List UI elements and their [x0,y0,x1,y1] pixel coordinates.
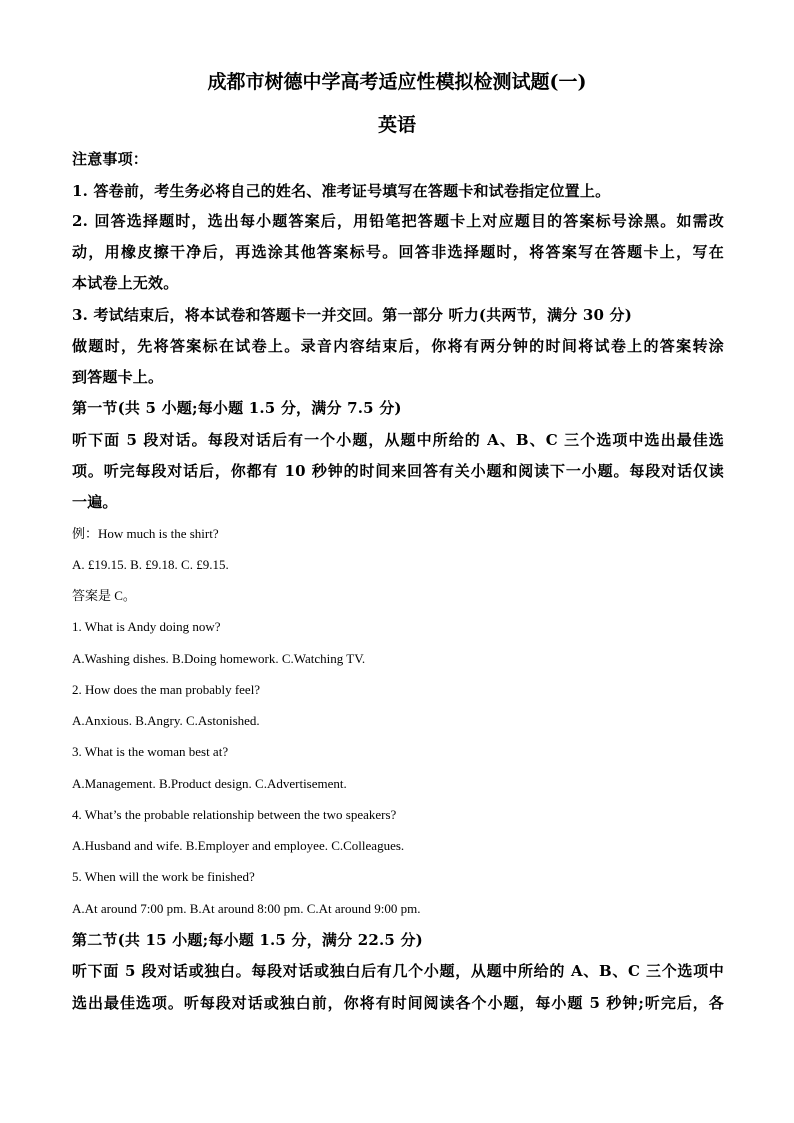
example-options: A. £19.15. B. £9.18. C. £9.15. [72,557,229,572]
question-1: 1. What is Andy doing now? [72,619,221,634]
section-1-directions-line-1: 听下面 5 段对话。每段对话后有一个小题，从题中所给的 A、B、C 三个选项中选出最佳选 [72,431,724,449]
example-answer: 答案是 C。 [72,588,136,603]
question-4: 4. What’s the probable relationship between the two speakers? [72,807,397,822]
section-2-directions-line-2: 选出最佳选项。听每段对话或独白前，你将有时间阅读各个小题，每小题 5 秒钟;听完后，各 [72,994,724,1012]
question-1-options: A.Washing dishes. B.Doing homework. C.Watching TV. [72,651,366,666]
listening-intro-line-2: 到答题卡上。 [72,368,164,386]
section-2-heading: 第二节(共 15 小题;每小题 1.5 分，满分 22.5 分) [72,931,423,949]
question-3: 3. What is the woman best at? [72,744,229,759]
section-2-directions-line-1: 听下面 5 段对话或独白。每段对话或独白后有几个小题，从题中所给的 A、B、C 三个选项中 [72,962,724,980]
question-3-options: A.Management. B.Product design. C.Advertisement. [72,776,347,791]
example-question: 例：How much is the shirt? [72,526,219,541]
notes-item-3: 3. 考试结束后，将本试卷和答题卡一并交回。第一部分 听力(共两节，满分 30 分) [72,306,633,324]
question-5-options: A.At around 7:00 pm. B.At around 8:00 pm. C.At around 9:00 pm. [72,901,421,916]
section-1-directions-line-2: 项。听完每段对话后，你都有 10 秒钟的时间来回答有关小题和阅读下一小题。每段对话仅读 [72,462,724,480]
notes-item-2-line-3: 本试卷上无效。 [72,274,179,292]
exam-title: 成都市树德中学高考适应性模拟检测试题(一) [207,71,587,93]
question-2: 2. How does the man probably feel? [72,682,261,697]
section-1-heading: 第一节(共 5 小题;每小题 1.5 分，满分 7.5 分) [72,399,402,417]
subject-title: 英语 [377,114,416,136]
question-2-options: A.Anxious. B.Angry. C.Astonished. [72,713,260,728]
notes-item-2-line-2: 动，用橡皮擦干净后，再选涂其他答案标号。回答非选择题时，将答案写在答题卡上，写在 [72,243,724,261]
notes-item-1: 1. 答卷前，考生务必将自己的姓名、准考证号填写在答题卡和试卷指定位置上。 [72,182,611,200]
question-5: 5. When will the work be finished? [72,869,255,884]
listening-intro-line-1: 做题时，先将答案标在试卷上。录音内容结束后，你将有两分钟的时间将试卷上的答案转涂 [72,337,724,355]
question-4-options: A.Husband and wife. B.Employer and employee. C.Colleagues. [72,838,405,853]
section-1-directions-line-3: 一遍。 [72,493,118,511]
notes-item-2-line-1: 2. 回答选择题时，选出每小题答案后，用铅笔把答题卡上对应题目的答案标号涂黑。如需改 [72,212,724,230]
notes-heading: 注意事项： [72,150,149,168]
